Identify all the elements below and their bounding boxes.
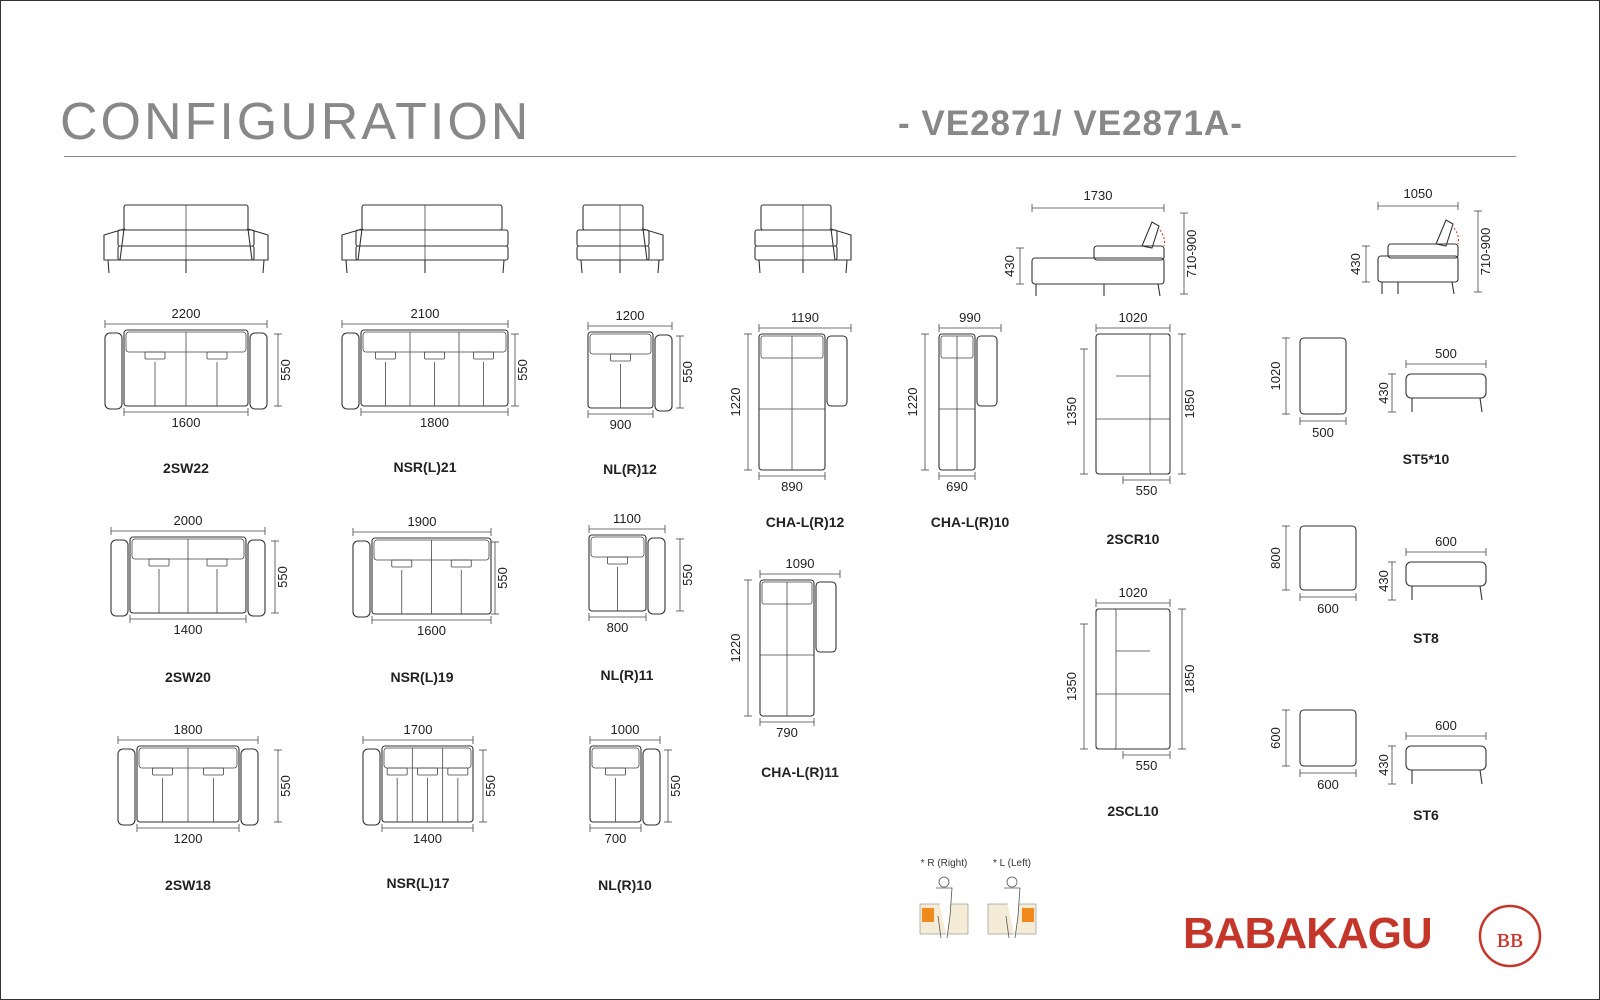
dimension-label: 430 bbox=[1002, 255, 1017, 277]
module-label: NSR(L)17 bbox=[386, 875, 450, 891]
elevation-1050 bbox=[1348, 186, 1493, 294]
dimension-label: 1020 bbox=[1118, 585, 1148, 600]
module-2sw22 bbox=[105, 306, 293, 476]
dimension-label: 790 bbox=[776, 725, 798, 740]
dimension-label: 1600 bbox=[171, 415, 201, 430]
dimension-label: 550 bbox=[668, 775, 683, 797]
module-label: ST6 bbox=[1413, 807, 1439, 823]
dimension-label: 690 bbox=[946, 479, 968, 494]
dimension-label: 1700 bbox=[403, 722, 433, 737]
dimension-label: 800 bbox=[1268, 547, 1283, 569]
dimension-label: 600 bbox=[1317, 601, 1339, 616]
dimension-label: 500 bbox=[1435, 346, 1457, 361]
module-label: 2SW18 bbox=[165, 877, 211, 893]
dimension-label: 550 bbox=[1135, 483, 1158, 498]
module-label: ST8 bbox=[1413, 630, 1439, 646]
dimension-label: 990 bbox=[959, 310, 981, 325]
svg-text:ʙʙ: ʙʙ bbox=[1496, 923, 1524, 954]
dimension-label: 1220 bbox=[728, 387, 743, 417]
module-2scl10 bbox=[1064, 585, 1197, 819]
module-nl-r-10 bbox=[590, 722, 683, 893]
dimension-label: 1000 bbox=[610, 722, 640, 737]
dimension-label: 430 bbox=[1348, 253, 1363, 275]
dimension-label: 1200 bbox=[173, 831, 203, 846]
front-view-cha bbox=[755, 205, 851, 273]
dimension-label: 550 bbox=[495, 567, 510, 589]
dimension-label: 550 bbox=[680, 361, 695, 383]
module-label: NSR(L)21 bbox=[393, 459, 457, 475]
dimension-label: 1350 bbox=[1064, 672, 1079, 701]
module-nsr-l-19 bbox=[353, 514, 510, 685]
module-label: CHA-L(R)10 bbox=[930, 514, 1010, 530]
dimension-label: 600 bbox=[1268, 727, 1283, 749]
dimension-label: 1220 bbox=[728, 633, 743, 663]
dimension-label: 550 bbox=[278, 775, 293, 797]
dimension-label: 1800 bbox=[173, 722, 203, 737]
dimension-label: 700 bbox=[604, 831, 627, 846]
module-label: NSR(L)19 bbox=[390, 669, 454, 685]
dimension-label: 890 bbox=[781, 479, 803, 494]
dimension-label: 1220 bbox=[905, 387, 920, 417]
dimension-label: 1730 bbox=[1083, 188, 1113, 203]
dimension-label: 430 bbox=[1376, 570, 1391, 592]
dimension-label: 800 bbox=[606, 620, 629, 635]
legend-right bbox=[920, 858, 968, 938]
dimension-label: 1400 bbox=[413, 831, 442, 846]
module-st8 bbox=[1268, 526, 1486, 646]
module-st6 bbox=[1268, 710, 1486, 823]
module-nsr-l-17 bbox=[363, 722, 498, 891]
dimension-label: 1190 bbox=[791, 310, 819, 325]
dimension-label: 1600 bbox=[417, 623, 446, 638]
module-label: 2SW20 bbox=[165, 669, 211, 685]
dimension-label: 1200 bbox=[615, 308, 645, 323]
dimension-label: 430 bbox=[1376, 754, 1391, 776]
dimension-label: 710-900 bbox=[1478, 227, 1493, 276]
brand-logo-mark bbox=[1480, 906, 1540, 966]
dimension-label: 430 bbox=[1376, 382, 1391, 404]
module-label: 2SCR10 bbox=[1106, 531, 1160, 547]
legend-label: * R (Right) bbox=[920, 858, 968, 869]
dimension-label: 550 bbox=[680, 564, 695, 586]
module-label: NL(R)12 bbox=[603, 461, 657, 477]
legend-label: * L (Left) bbox=[993, 858, 1031, 869]
dimension-label: 600 bbox=[1435, 718, 1457, 733]
dimension-label: 2000 bbox=[173, 513, 203, 528]
module-label: 2SW22 bbox=[163, 460, 209, 476]
dimension-label: 550 bbox=[1135, 758, 1158, 773]
module-label: ST5*10 bbox=[1402, 451, 1450, 467]
module-label: NL(R)10 bbox=[598, 877, 652, 893]
front-view-nsr-l-21 bbox=[342, 205, 508, 273]
module-label: NL(R)11 bbox=[600, 667, 654, 683]
legend-left bbox=[988, 858, 1036, 938]
dimension-label: 2200 bbox=[171, 306, 201, 321]
module-2scr10 bbox=[1064, 310, 1197, 547]
module-cha-l-r-12 bbox=[728, 310, 851, 530]
module-nl-r-11 bbox=[589, 511, 695, 683]
dimension-label: 1100 bbox=[613, 511, 641, 526]
dimension-label: 710-900 bbox=[1184, 229, 1199, 278]
module-nl-r-12 bbox=[588, 308, 695, 477]
dimension-label: 1850 bbox=[1182, 664, 1197, 694]
dimension-label: 2100 bbox=[410, 306, 440, 321]
page-title: CONFIGURATION bbox=[60, 93, 532, 151]
brand-name: BABAKAGU bbox=[1183, 909, 1432, 958]
dimension-label: 550 bbox=[275, 566, 290, 588]
dimension-label: 500 bbox=[1312, 425, 1334, 440]
module-cha-l-r-11 bbox=[728, 556, 840, 780]
dimension-label: 1020 bbox=[1118, 310, 1148, 325]
dimension-label: 1090 bbox=[785, 556, 815, 571]
dimension-label: 1850 bbox=[1182, 389, 1197, 419]
module-nsr-l-21 bbox=[342, 306, 530, 475]
dimension-label: 550 bbox=[278, 359, 293, 381]
module-label: CHA-L(R)11 bbox=[761, 764, 839, 780]
elevation-1730 bbox=[1002, 188, 1199, 296]
dimension-label: 1400 bbox=[173, 622, 203, 637]
module-label: 2SCL10 bbox=[1107, 803, 1159, 819]
module-st5-10 bbox=[1268, 338, 1486, 467]
dimension-label: 550 bbox=[515, 359, 530, 381]
dimension-label: 1050 bbox=[1403, 186, 1433, 201]
module-2sw20 bbox=[111, 513, 290, 685]
dimension-label: 1800 bbox=[420, 415, 449, 430]
module-label: CHA-L(R)12 bbox=[765, 514, 845, 530]
dimension-label: 550 bbox=[483, 775, 498, 797]
dimension-label: 600 bbox=[1435, 534, 1457, 549]
module-2sw18 bbox=[118, 722, 293, 893]
front-view-2sw22 bbox=[104, 205, 268, 273]
dimension-label: 900 bbox=[609, 417, 632, 432]
dimension-label: 1020 bbox=[1268, 361, 1283, 391]
model-number: - VE2871/ VE2871A- bbox=[898, 104, 1243, 143]
dimension-label: 1900 bbox=[407, 514, 437, 529]
module-cha-l-r-10 bbox=[905, 310, 1009, 530]
dimension-label: 600 bbox=[1317, 777, 1339, 792]
dimension-label: 1350 bbox=[1064, 397, 1079, 426]
front-view-nl-r-12 bbox=[577, 205, 663, 273]
